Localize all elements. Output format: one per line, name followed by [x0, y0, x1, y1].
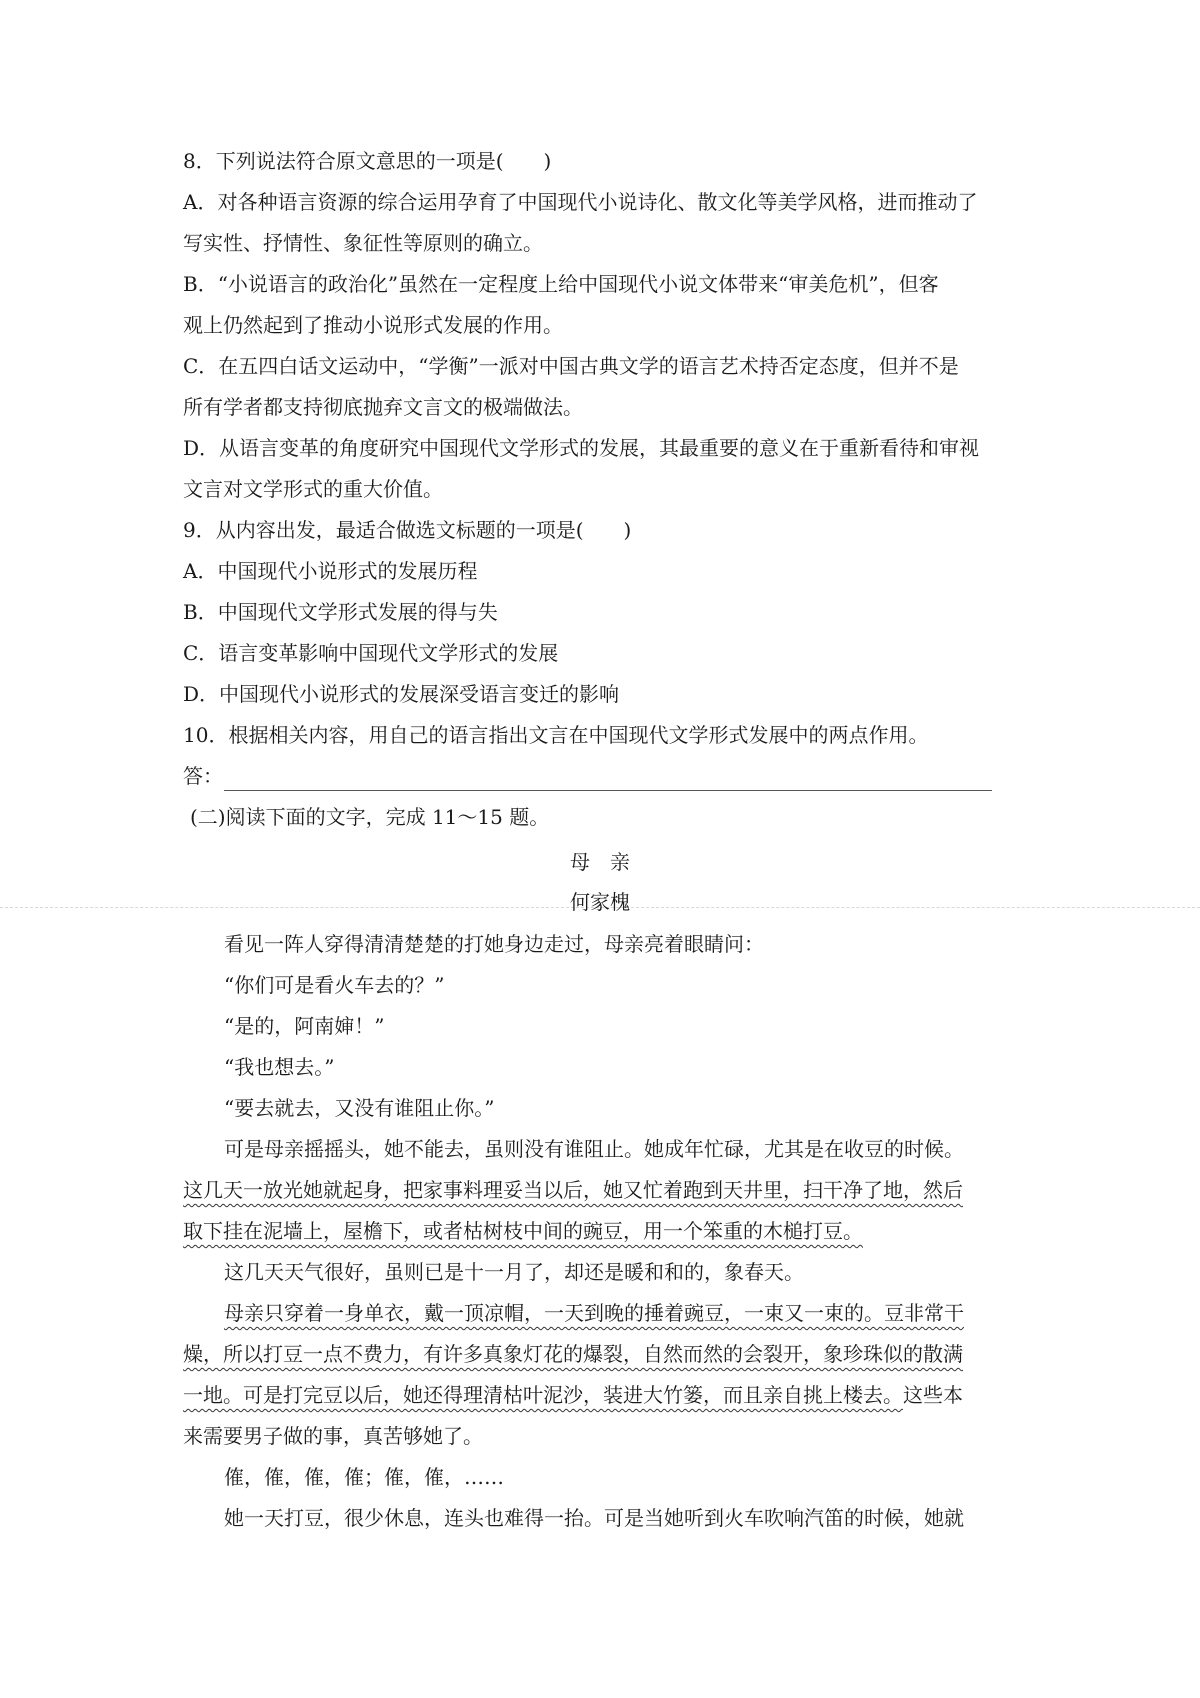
- story-paragraph-4-line2: [183, 1341, 963, 1367]
- question-8-stem: 8．下列说法符合原文意思的一项是( ): [183, 149, 552, 173]
- story-paragraph-2-line3: [183, 1218, 863, 1244]
- underlined-passage-2a: 母亲只穿着一身单衣，戴一顶凉帽，一天到晚的捶着豌豆，一束又一束的。豆非常干: [224, 1301, 964, 1325]
- question-8-option-d-line1: D．从语言变革的角度研究中国现代文学形式的发展，其最重要的意义在于重新看待和审视: [183, 436, 980, 460]
- story-paragraph-3: 这几天天气很好，虽则已是十一月了，却还是暖和和的，象春天。: [224, 1260, 804, 1284]
- question-8-option-a-line1: A．对各种语言资源的综合运用孕育了中国现代小说诗化、散文化等美学风格，进而推动了: [183, 190, 978, 214]
- underlined-passage-2c: 一地。可是打完豆以后，她还得理清枯叶泥沙，装进大竹篓，而且亲自挑上楼去。: [183, 1383, 903, 1407]
- question-10-stem: 10．根据相关内容，用自己的语言指出文言在中国现代文学形式发展中的两点作用。: [183, 723, 929, 747]
- underlined-passage-1a: 这几天一放光她就起身，把家事料理妥当以后，她又忙着跑到天井里，扫干净了地，然后: [183, 1178, 963, 1202]
- question-8-option-b-line2: 观上仍然起到了推动小说形式发展的作用。: [183, 313, 563, 337]
- question-9-option-a: A．中国现代小说形式的发展历程: [183, 559, 478, 583]
- question-9-option-b: B．中国现代文学形式发展的得与失: [183, 600, 498, 624]
- story-dialogue-1: “你们可是看火车去的？”: [224, 973, 445, 997]
- section-2-intro: (二)阅读下面的文字，完成 11～15 题。: [190, 805, 550, 829]
- story-paragraph-4-line4: 来需要男子做的事，真苦够她了。: [183, 1424, 483, 1448]
- answer-blank-line: [224, 790, 992, 791]
- story-dialogue-3: “我也想去。”: [224, 1055, 335, 1079]
- story-paragraph-2-line2: [183, 1177, 963, 1203]
- story-paragraph-6: 她一天打豆，很少休息，连头也难得一抬。可是当她听到火车吹响汽笛的时候，她就: [224, 1506, 964, 1530]
- story-paragraph-4-line3: [183, 1382, 963, 1408]
- question-8-option-c-line2: 所有学者都支持彻底抛弃文言文的极端做法。: [183, 395, 583, 419]
- answer-label: 答：: [183, 764, 223, 788]
- story-dialogue-2: “是的，阿南婶！”: [224, 1014, 385, 1038]
- underlined-passage-2b: 燥，所以打豆一点不费力，有许多真象灯花的爆裂，自然而然的会裂开，象珍珠似的散满: [183, 1342, 963, 1366]
- question-9-option-c: C．语言变革影响中国现代文学形式的发展: [183, 641, 559, 665]
- story-paragraph-2-line1: 可是母亲摇摇头，她不能去，虽则没有谁阻止。她成年忙碌，尤其是在收豆的时候。: [224, 1137, 964, 1161]
- question-9-option-d: D．中国现代小说形式的发展深受语言变迁的影响: [183, 682, 620, 706]
- story-paragraph-4-line3-tail: 这些本: [903, 1383, 963, 1407]
- story-paragraph-4-line1: [224, 1300, 964, 1326]
- story-paragraph-1: 看见一阵人穿得清清楚楚的打她身边走过，母亲亮着眼睛问：: [224, 932, 764, 956]
- question-8-option-c-line1: C．在五四白话文运动中，“学衡”一派对中国古典文学的语言艺术持否定态度，但并不是: [183, 354, 959, 378]
- story-title: 母 亲: [570, 850, 630, 874]
- story-author: 何家槐: [570, 890, 630, 914]
- underlined-passage-1b: 取下挂在泥墙上，屋檐下，或者枯树枝中间的豌豆，用一个笨重的木槌打豆。: [183, 1219, 863, 1243]
- story-dialogue-4: “要去就去，又没有谁阻止你。”: [224, 1096, 495, 1120]
- story-paragraph-5: 傕，傕，傕，傕；傕，傕，……: [224, 1465, 504, 1489]
- question-8-option-b-line1: B．“小说语言的政治化”虽然在一定程度上给中国现代小说文体带来“审美危机”，但客: [183, 272, 939, 296]
- question-8-option-a-line2: 写实性、抒情性、象征性等原则的确立。: [183, 231, 543, 255]
- question-9-stem: 9．从内容出发，最适合做选文标题的一项是( ): [183, 518, 632, 542]
- question-8-option-d-line2: 文言对文学形式的重大价值。: [183, 477, 443, 501]
